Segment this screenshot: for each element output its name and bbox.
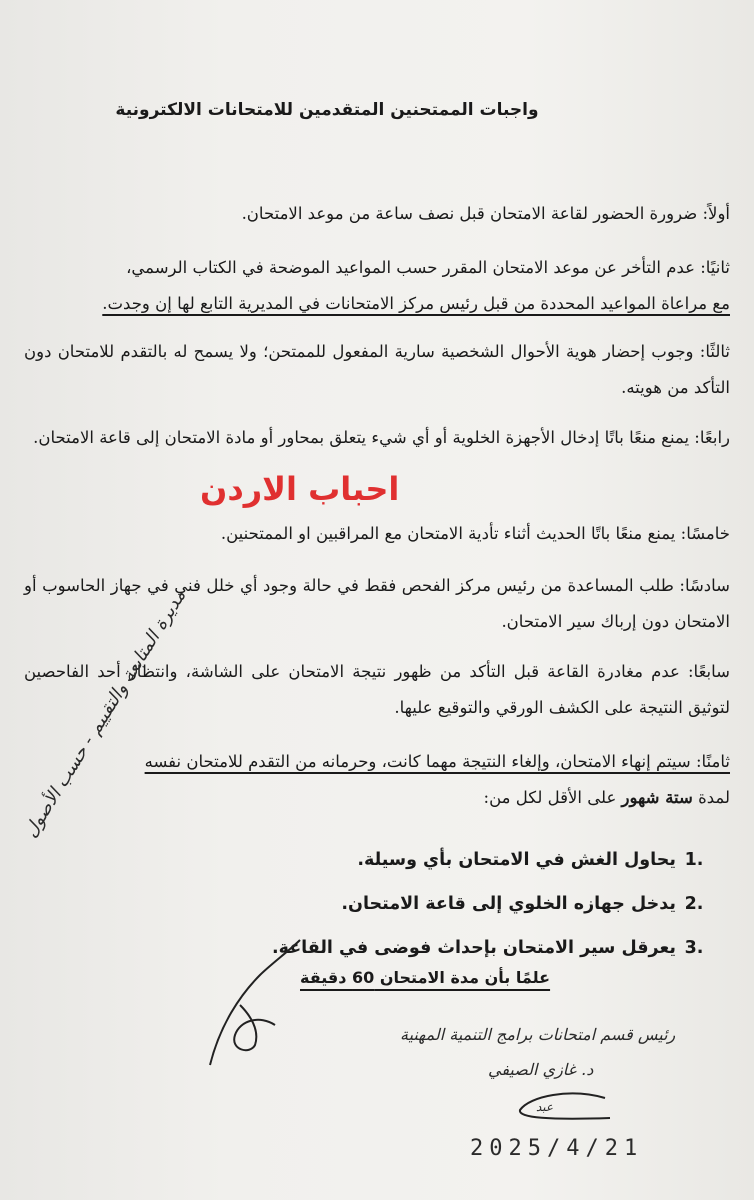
clause-sixth bbox=[24, 568, 730, 640]
duration-note: علمًا بأن مدة الامتحان 60 دقيقة bbox=[300, 968, 551, 987]
clause-first bbox=[24, 196, 730, 232]
clause-fourth bbox=[24, 420, 730, 456]
list-item-text: يحاول الغش في الامتحان بأي وسيلة. bbox=[357, 850, 676, 870]
violations-list bbox=[271, 838, 706, 970]
signature-initial: عبد bbox=[536, 1100, 554, 1114]
clause-seventh-text: سابعًا: عدم مغادرة القاعة قبل التأكد من ظهور نتيجة الامتحان على الشاشة، وانتظار أحد الفاحصين لتوثيق النتيجة على الكشف الورقي والتوقيع عليها. bbox=[24, 662, 730, 717]
list-item-number: .3 bbox=[684, 938, 704, 958]
clause-second-text-b: مع مراعاة المواعيد المحددة من قبل رئيس مركز الامتحانات في المديرية التابع لها إن وجدت. bbox=[102, 294, 730, 313]
signature-mark bbox=[510, 1088, 620, 1128]
list-item bbox=[286, 838, 706, 882]
list-item-number: .1 bbox=[684, 850, 704, 870]
clause-third bbox=[24, 334, 730, 406]
clause-eighth-text-a: ثامنًا: سيتم إنهاء الامتحان، وإلغاء النتيجة مهما كانت، وحرمانه من التقدم للامتحان نفسه bbox=[144, 752, 730, 771]
clause-second-text-a: ثانيًا: عدم التأخر عن موعد الامتحان المقرر حسب المواعيد الموضحة في الكتاب الرسمي، bbox=[126, 258, 730, 277]
signature-name: د. غازي الصيفي bbox=[488, 1060, 594, 1079]
document-title: واجبات الممتحنين المتقدمين للامتحانات الالكترونية bbox=[115, 100, 539, 120]
list-item bbox=[286, 882, 706, 926]
clause-eighth-post: على الأقل لكل من: bbox=[483, 788, 622, 807]
list-item bbox=[271, 926, 706, 970]
margin-handwritten-notes: مديرة المتابعة والتقييم - حسب الأصول bbox=[20, 586, 191, 842]
signature-title: رئيس قسم امتحانات برامج التنمية المهنية bbox=[400, 1025, 676, 1044]
clause-third-text: ثالثًا: وجوب إحضار هوية الأحوال الشخصية سارية المفعول للممتحن؛ ولا يسمح له بالتقدم للامتحان دون التأكد من هويته. bbox=[24, 342, 730, 397]
clause-fifth-text: خامسًا: يمنع منعًا باتًا الحديث أثناء تأدية الامتحان مع المراقبين او الممتحنين. bbox=[220, 524, 730, 543]
clause-fourth-text: رابعًا: يمنع منعًا باتًا إدخال الأجهزة الخلوية أو أي شيء يتعلق بمحاور أو مادة الامتحان إلى قاعة الامتحان. bbox=[33, 428, 730, 447]
clause-eighth-pre: لمدة bbox=[692, 788, 730, 807]
clause-first-text: أولاً: ضرورة الحضور لقاعة الامتحان قبل نصف ساعة من موعد الامتحان. bbox=[241, 204, 730, 223]
clause-fifth bbox=[24, 516, 730, 552]
clause-eighth-bold: ستة شهور bbox=[621, 788, 693, 807]
clause-sixth-text: سادسًا: طلب المساعدة من رئيس مركز الفحص فقط في حالة وجود أي خلل فني في جهاز الحاسوب أو الامتحان دون إرباك سير الامتحان. bbox=[24, 576, 730, 631]
clause-eighth bbox=[24, 744, 730, 816]
watermark-text: احباب الاردن bbox=[200, 470, 400, 508]
list-item-text: يعرقل سير الامتحان بإحداث فوضى في القاعة. bbox=[271, 938, 676, 958]
signature-date: 2025/4/21 bbox=[470, 1136, 644, 1161]
list-item-text: يدخل جهازه الخلوي إلى قاعة الامتحان. bbox=[341, 894, 676, 914]
clause-eighth-text-b bbox=[24, 780, 730, 816]
margin-signature-scribble bbox=[200, 935, 310, 1075]
list-item-number: .2 bbox=[684, 894, 704, 914]
clause-second bbox=[24, 250, 730, 322]
